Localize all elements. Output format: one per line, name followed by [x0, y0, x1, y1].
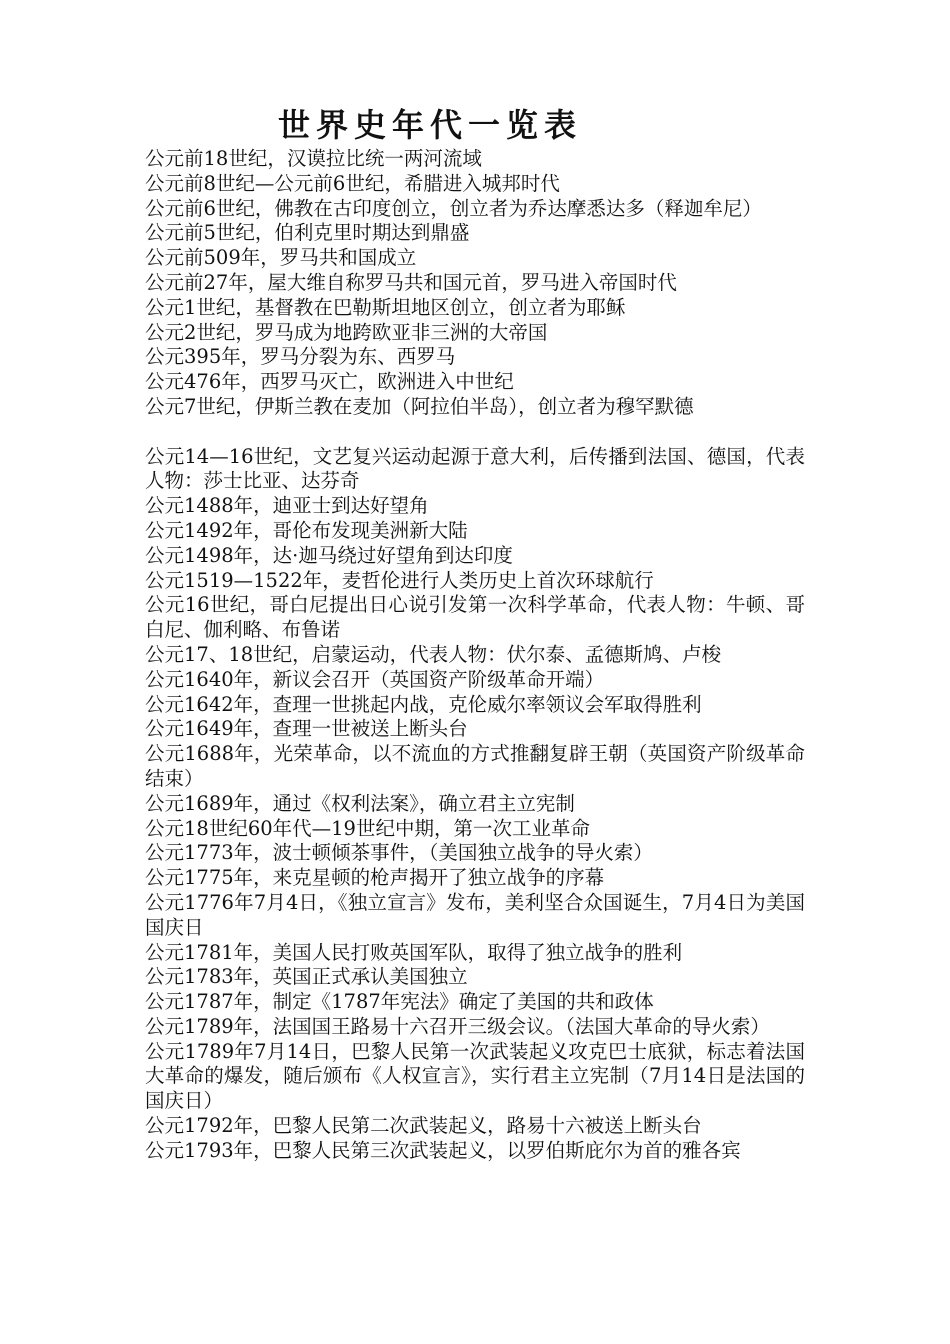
timeline-entry: 公元1640年，新议会召开（英国资产阶级革命开端）	[145, 667, 605, 691]
timeline-entry: 公元前6世纪，佛教在古印度创立，创立者为乔达摩悉达多（释迦牟尼）	[145, 196, 762, 220]
timeline-entry: 公元1649年，查理一世被送上断头台	[145, 717, 468, 741]
timeline-entry: 公元1776年7月4日，《独立宣言》发布，美利坚合众国诞生，7月4日为美国国庆日	[145, 890, 805, 939]
timeline-entry: 公元前18世纪，汉谟拉比统一两河流域	[145, 147, 482, 170]
timeline-entry: 公元16世纪，哥白尼提出日心说引发第一次科学革命，代表人物：牛顿、哥白尼、伽利略、布鲁诺	[145, 593, 805, 642]
timeline-entry: 公元1781年，美国人民打败英国军队，取得了独立战争的胜利	[145, 940, 683, 964]
timeline-entry: 公元476年，西罗马灭亡，欧洲进入中世纪	[145, 370, 514, 394]
timeline-entry: 公元1773年，波士顿倾茶事件，（美国独立战争的导火索）	[145, 841, 653, 865]
timeline-entry: 公元1793年，巴黎人民第三次武装起义，以罗伯斯庇尔为首的雅各宾	[145, 1138, 741, 1162]
timeline-entry: 公元1498年，达·迦马绕过好望角到达印度	[145, 543, 513, 567]
timeline-entry: 公元1792年，巴黎人民第二次武装起义，路易十六被送上断头台	[145, 1114, 702, 1138]
timeline-entry: 公元1688年，光荣革命，以不流血的方式推翻复辟王朝（英国资产阶级革命结束）	[145, 742, 805, 790]
timeline-entry: 公元1642年，查理一世挑起内战，克伦威尔率领议会军取得胜利	[145, 692, 702, 716]
timeline-entry: 公元7世纪，伊斯兰教在麦加（阿拉伯半岛），创立者为穆罕默德	[145, 394, 694, 418]
timeline-entry: 公元1488年，迪亚士到达好望角	[145, 494, 429, 518]
document-title: 世界史年代一览表	[277, 106, 582, 144]
timeline-entry: 公元1789年，法国国王路易十六召开三级会议。（法国大革命的导火索）	[145, 1014, 770, 1038]
timeline-entry: 公元1783年，英国正式承认美国独立	[145, 965, 468, 989]
timeline-entry: 公元1789年7月14日，巴黎人民第一次武装起义攻克巴士底狱，标志着法国大革命的爆发，随后颁布《人权宣言》，实行君主立宪制（7月14日是法国的国庆日）	[145, 1039, 805, 1113]
timeline-entry: 公元1世纪，基督教在巴勒斯坦地区创立，创立者为耶稣	[145, 295, 626, 319]
timeline-entry: 公元前27年，屋大维自称罗马共和国元首，罗马进入帝国时代	[145, 270, 677, 294]
timeline-entry: 公元17、18世纪，启蒙运动，代表人物：伏尔泰、孟德斯鸠、卢梭	[145, 642, 722, 666]
timeline-entry: 公元前509年，罗马共和国成立	[145, 246, 417, 270]
timeline-entry: 公元14—16世纪，文艺复兴运动起源于意大利，后传播到法国、德国，代表人物：莎士比亚、达芬奇	[145, 444, 805, 493]
timeline-entry: 公元1775年，来克星顿的枪声揭开了独立战争的序幕	[145, 866, 605, 890]
timeline-entry: 公元1492年，哥伦布发现美洲新大陆	[145, 518, 468, 542]
timeline-entry: 公元前5世纪，伯利克里时期达到鼎盛	[145, 221, 470, 245]
timeline-entry: 公元18世纪60年代—19世纪中期，第一次工业革命	[145, 816, 590, 840]
timeline-entry: 公元前8世纪—公元前6世纪，希腊进入城邦时代	[145, 171, 560, 195]
timeline-entry: 公元395年，罗马分裂为东、西罗马	[145, 345, 456, 369]
timeline-list	[145, 147, 805, 1164]
timeline-entry: 公元1689年，通过《权利法案》，确立君主立宪制	[145, 791, 575, 815]
timeline-entry: 公元1787年，制定《1787年宪法》确定了美国的共和政体	[145, 990, 654, 1014]
timeline-entry: 公元1519—1522年，麦哲伦进行人类历史上首次环球航行	[145, 568, 654, 592]
timeline-entry: 公元2世纪，罗马成为地跨欧亚非三洲的大帝国	[145, 320, 548, 344]
